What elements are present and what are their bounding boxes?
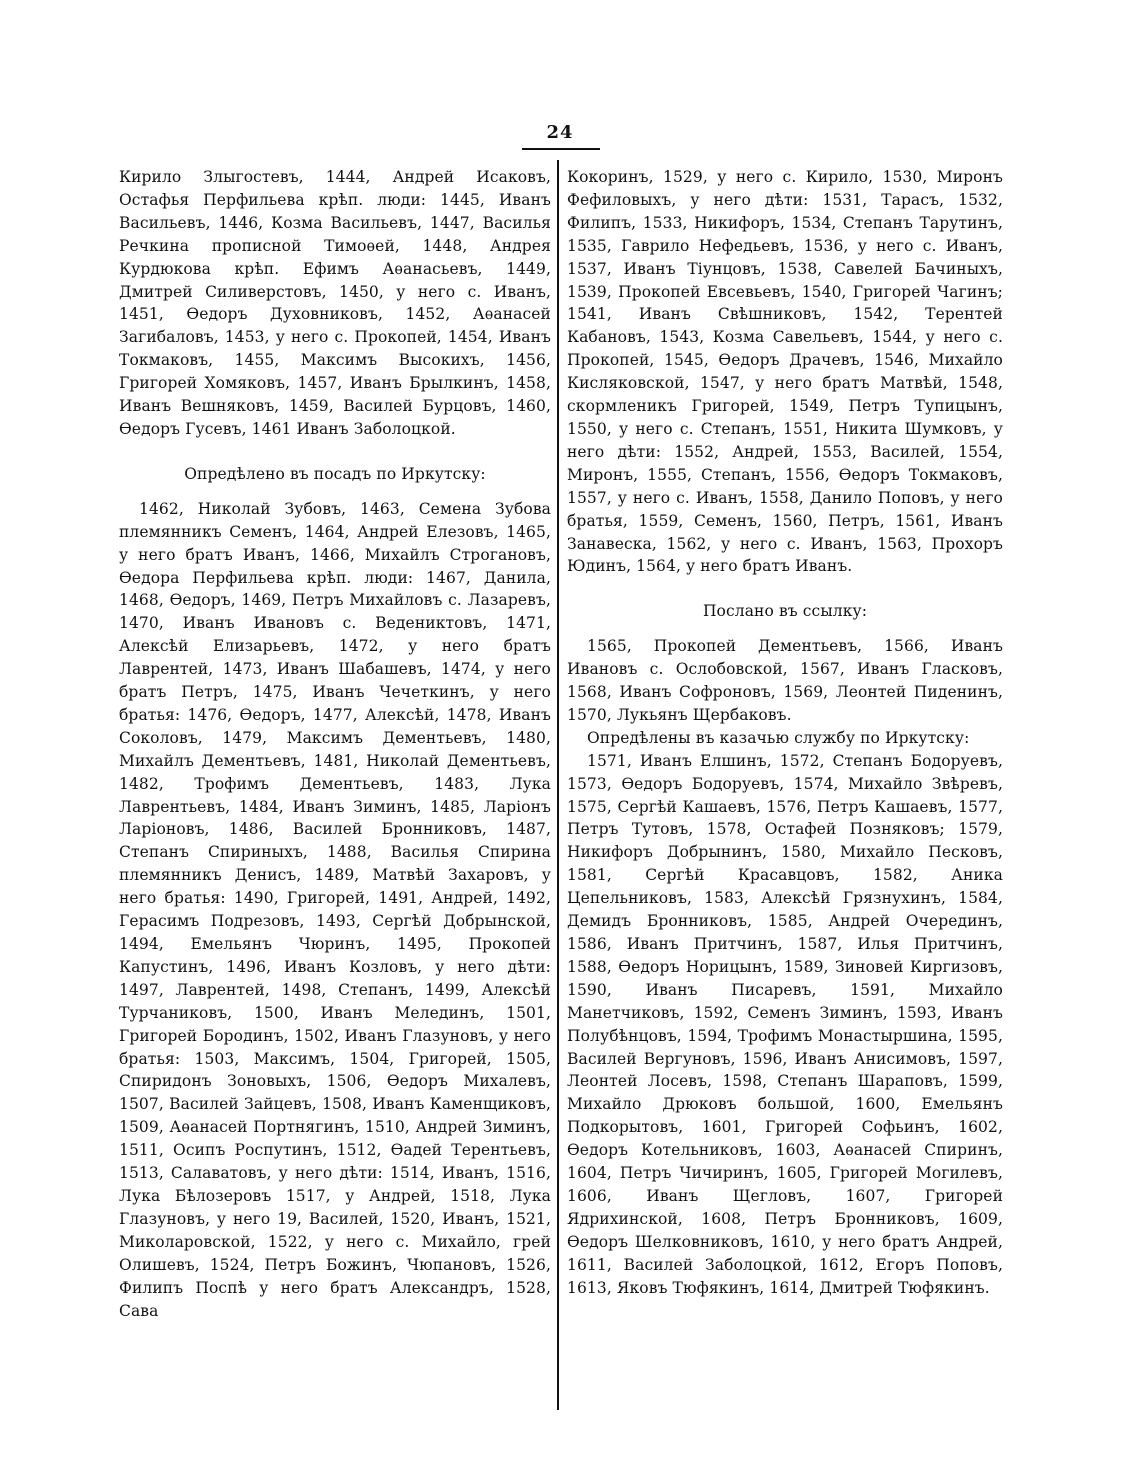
left-paragraph-2: 1462, Николай Зубовъ, 1463, Семена Зубова племянникъ Семенъ, 1464, Андрей Елезовъ, 1465, у него братъ Иванъ, 1466, Михайлъ Строгановъ, Ѳедора Перфильева крѣп. люди: 1467, Данила, 1468, Ѳедоръ, 1469, Петръ Михайловъ с. Лазаревъ, 1470, Иванъ Ивановъ с. Ведениктовъ, 1471, Алексѣй Елизарьевъ, 1472, у него братъ Лаврентей, 1473, Иванъ Шабашевъ, 1474, у него братъ Петръ, 1475, Иванъ Чечеткинъ, у него братья: 1476, Ѳедоръ, 1477, Алексѣй, 1478, Иванъ Соколовъ, 1479, Максимъ Дементьевъ, 1480, Михайлъ Дементьевъ, 1481, Николай Дементьевъ, 1482, Трофимъ Дементьевъ, 1483, Лука Лаврентьевъ, 1484, Иванъ Зиминъ, 1485, Ларіонъ Ларіоновъ, 1486, Василей Бронниковъ, 1487, Степанъ Спириныхъ, 1488, Василья Спирина племянникъ Денисъ, 1489, Матвѣй Захаровъ, у него братья: 1490, Григорей, 1491, Андрей, 1492, Герасимъ Подрезовъ, 1493, Сергѣй Добрынской, 1494, Емельянъ Чюринъ, 1495, Прокопей Капустинъ, 1496, Иванъ Козловъ, у него дѣти: 1497, Лаврентей, 1498, Степанъ, 1499, Алексѣй Турчаниковъ, 1500, Иванъ Мелединъ, 1501, Григорей Бородинъ, 1502, Иванъ Глазуновъ, у него братья: 1503, Максимъ, 1504, Григорей, 1505, Спиридонъ Зоновыхъ, 1506, Ѳедоръ Михалевъ, 1507, Василей Зайцевъ, 1508, Иванъ Каменщиковъ, 1509, Аѳанасей Портнягинъ, 1510, Андрей Зиминъ, 1511, Осипъ Роспутинъ, 1512, Ѳадей Терентьевъ, 1513, Салаватовъ, у него дѣти: 1514, Иванъ, 1516, Лука Бѣлозеровъ 1517, у Андрей, 1518, Лука Глазуновъ, у него 19, Василей, 1520, Иванъ, 1521, Миколаровской, 1522, у него с. Михайло, грей Олишевъ, 1524, Петръ Божинъ, Чюпановъ, 1526, Филипъ Поспѣ у него братъ Александръ, 1528, Сава (119, 499, 551, 1320)
spacer (567, 623, 1003, 635)
spacer (119, 486, 551, 498)
spacer (119, 441, 551, 463)
section-heading-cossack-service: Опредѣлены въ казачью службу по Иркутску: (587, 728, 970, 747)
page-number: 24 (546, 122, 574, 143)
right-paragraph-2: 1565, Прокопей Дементьевъ, 1566, Иванъ Ивановъ с. Ослобовской, 1567, Иванъ Гласковъ, 1568, Иванъ Софроновъ, 1569, Леонтей Пиденинъ, 1570, Лукьянъ Щербаковъ. (567, 637, 1003, 724)
right-column (567, 166, 1003, 1300)
section-heading-exile: Послано въ ссылку: (702, 602, 868, 621)
spacer (567, 578, 1003, 600)
page-number-rule (522, 148, 600, 150)
column-divider (557, 160, 559, 1410)
section-heading-posad: Опредѣлено въ посадъ по Иркутску: (184, 464, 486, 483)
right-paragraph-1: Кокоринъ, 1529, у него с. Кирило, 1530, Миронъ Фефиловыхъ, у него дѣти: 1531, Тарасъ, 1532, Филипъ, 1533, Никифоръ, 1534, Степанъ Тарутинъ, 1535, Гаврило Нефедьевъ, 1536, у него с. Иванъ, 1537, Иванъ Тіунцовъ, 1538, Савелей Бачиныхъ, 1539, Прокопей Евсевьевъ, 1540, Григорей Чагинъ; 1541, Иванъ Свѣшниковъ, 1542, Терентей Кабановъ, 1543, Козма Савельевъ, 1544, у него с. Прокопей, 1545, Ѳедоръ Драчевъ, 1546, Михайло Кисляковской, 1547, у него братъ Матвѣй, 1548, скормленикъ Григорей, 1549, Петръ Тупицынъ, 1550, у него с. Степанъ, 1551, Никита Шумковъ, у него дѣти: 1552, Андрей, 1553, Василей, 1554, Миронъ, 1555, Степанъ, 1556, Ѳедоръ Токмаковъ, 1557, у него с. Иванъ, 1558, Данило Поповъ, у него братья, 1559, Семенъ, 1560, Петръ, 1561, Иванъ Занавеска, 1562, у него с. Иванъ, 1563, Прохоръ Юдинъ, 1564, у него братъ Иванъ. (567, 168, 1003, 576)
right-paragraph-3: 1571, Иванъ Елшинъ, 1572, Степанъ Бодоруевъ, 1573, Ѳедоръ Бодоруевъ, 1574, Михайло Звѣревъ, 1575, Сергѣй Кашаевъ, 1576, Петръ Кашаевъ, 1577, Петръ Тутовъ, 1578, Остафей Позняковъ; 1579, Никифоръ Добрынинъ, 1580, Михайло Песковъ, 1581, Сергѣй Красавцовъ, 1582, Аника Цепельниковъ, 1583, Алексѣй Грязнухинъ, 1584, Демидъ Бронниковъ, 1585, Андрей Очерединъ, 1586, Иванъ Притчинъ, 1587, Илья Притчинъ, 1588, Ѳедоръ Норицынъ, 1589, Зиновей Киргизовъ, 1590, Иванъ Писаревъ, 1591, Михайло Манетчиковъ, 1592, Семенъ Зиминъ, 1593, Иванъ Полубѣнцовъ, 1594, Трофимъ Монастыршина, 1595, Василей Вергуновъ, 1596, Иванъ Анисимовъ, 1597, Леонтей Лосевъ, 1598, Степанъ Шараповъ, 1599, Михайло Дрюковъ большой, 1600, Емельянъ Подкорытовъ, 1601, Григорей Софьинъ, 1602, Ѳедоръ Котельниковъ, 1603, Аѳанасей Спиринъ, 1604, Петръ Чичиринъ, 1605, Григорей Могилевъ, 1606, Иванъ Щегловъ, 1607, Григорей Ядрихинской, 1608, Петръ Бронниковъ, 1609, Ѳедоръ Шелковниковъ, 1610, у него братъ Андрей, 1611, Василей Заболоцкой, 1612, Егоръ Поповъ, 1613, Яковъ Тюфякинъ, 1614, Дмитрей Тюфякинъ. (567, 751, 1003, 1297)
left-paragraph-1: Кирило Злыгостевъ, 1444, Андрей Исаковъ, Остафья Перфильева крѣп. люди: 1445, Иванъ Васильевъ, 1446, Козма Васильевъ, 1447, Василья Речкина прописной Тимоѳей, 1448, Андрея Курдюкова крѣп. Ефимъ Аѳанасьевъ, 1449, Дмитрей Силиверстовъ, 1450, у него с. Иванъ, 1451, Ѳедоръ Духовниковъ, 1452, Аѳанасей Загибаловъ, 1453, у него с. Прокопей, 1454, Иванъ Токмаковъ, 1455, Максимъ Высокихъ, 1456, Григорей Хомяковъ, 1457, Иванъ Брылкинъ, 1458, Иванъ Вешняковъ, 1459, Василей Бурцовъ, 1460, Ѳедоръ Гусевъ, 1461 Иванъ Заболоцкой. (119, 168, 551, 438)
left-column (119, 166, 551, 1322)
